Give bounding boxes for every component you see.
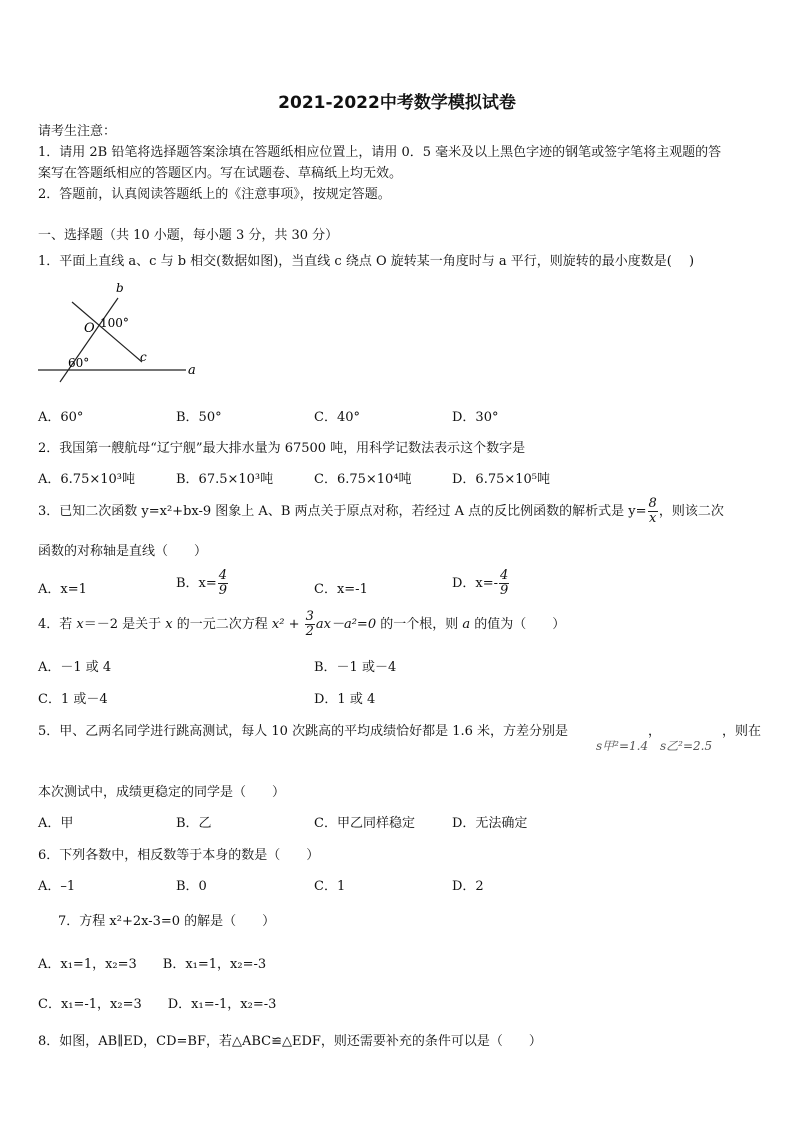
page-title: 2021-2022中考数学模拟试卷: [278, 93, 516, 113]
question-7-stem: 7．方程 x²+2x-3=0 的解是（ ）: [58, 914, 276, 929]
q3-d-num: 4: [500, 568, 509, 583]
question-2-stem: 2．我国第一艘航母“辽宁舰”最大排水量为 67500 吨，用科学记数法表示这个数字是: [38, 441, 526, 456]
q3-frac-num: 8: [648, 496, 657, 511]
q3-option-c: C．x=-1: [314, 582, 368, 597]
q3-d-prefix: D．x=-: [452, 576, 499, 591]
q2-option-b: B．67.5×10³吨: [176, 472, 274, 487]
q2-option-d: D．6.75×10⁵吨: [452, 472, 551, 487]
q3-option-a: A．x=1: [38, 582, 87, 597]
q3-frac-den: x: [649, 511, 657, 526]
q6-option-a: A．–1: [38, 879, 76, 894]
q4-option-d: D．1 或 4: [314, 692, 376, 707]
q1-option-b: B．50°: [176, 410, 222, 425]
label-angle-100: 100°: [100, 316, 129, 330]
question-5-stem: 5．甲、乙两名同学进行跳高测试，每人 10 次跳高的平均成绩恰好都是 1.6 米，方差分别是: [38, 724, 569, 739]
q3-stem-part2: ，则该二次: [658, 504, 724, 519]
notice-line-2: 案写在答题纸相应的答题区内。写在试题卷、草稿纸上均无效。: [38, 166, 403, 181]
q5-variance-jia: s甲²=1.4: [596, 739, 649, 753]
label-o: O: [84, 321, 95, 336]
q6-option-c: C．1: [314, 879, 346, 894]
q5-comma: ，: [648, 724, 662, 739]
q3-fraction: [648, 497, 658, 526]
q4-option-c: C．1 或－4: [38, 692, 108, 707]
q6-option-d: D．2: [452, 879, 484, 894]
notice-line-1: 1．请用 2B 铅笔将选择题答案涂填在答题纸相应位置上，请用 0．5 毫米及以上黑色字迹的钢笔或签字笔将主观题的答: [38, 145, 722, 160]
q1-option-d: D．30°: [452, 410, 499, 425]
question-1-stem: 1．平面上直线 a、c 与 b 相交(数据如图)，当直线 c 绕点 O 旋转某一角度时与 a 平行，则旋转的最小度数是( ): [38, 254, 695, 269]
label-b: b: [116, 281, 124, 295]
q3-d-fraction: [499, 569, 509, 598]
q4-option-a: A．－1 或 4: [38, 660, 112, 675]
q3-option-d: [452, 566, 510, 602]
q4-frac-den: 2: [305, 624, 314, 639]
q3-stem-part1: 3．已知二次函数 y=x²+bx-9 图象上 A、B 两点关于原点对称，若经过 A 点的反比例函数的解析式是 y=: [38, 504, 647, 519]
notice-heading: 请考生注意：: [38, 124, 117, 139]
q3-b-prefix: B．x=: [176, 576, 217, 591]
q1-option-a: A．60°: [38, 410, 84, 425]
label-c: c: [140, 350, 147, 364]
q3-b-den: 9: [218, 583, 228, 598]
q3-option-b: [176, 566, 229, 602]
q3-d-den: 9: [500, 583, 509, 598]
q7-options-ab: A．x₁=1，x₂=3 B．x₁=1，x₂=-3: [38, 957, 267, 972]
q2-option-c: C．6.75×10⁴吨: [314, 472, 412, 487]
q5-tail: ，则在: [722, 724, 762, 739]
q4-part2: ＝－2 是关于: [83, 617, 166, 632]
label-angle-60: 60°: [68, 356, 90, 370]
label-a: a: [188, 363, 196, 378]
q3-stem-line2: 函数的对称轴是直线（ ）: [38, 544, 208, 559]
section-heading: 一、选择题（共 10 小题，每小题 3 分，共 30 分）: [38, 228, 339, 243]
q5-stem-line2: 本次测试中，成绩更稳定的同学是（ ）: [38, 785, 286, 800]
q3-b-fraction: [218, 569, 228, 598]
notice-line-3: 2．答题前，认真阅读答题纸上的《注意事项》，按规定答题。: [38, 187, 391, 202]
q4-fraction: [305, 610, 315, 639]
q5-option-c: C．甲乙同样稳定: [314, 816, 415, 831]
line-c: [72, 302, 142, 362]
q7-options-cd: C．x₁=-1，x₂=3 D．x₁=-1，x₂=-3: [38, 997, 277, 1012]
q6-option-b: B．0: [176, 879, 207, 894]
q4-part1: 4．若: [38, 617, 77, 632]
q5-option-d: D．无法确定: [452, 816, 528, 831]
question-1-figure: [30, 278, 210, 383]
question-3-stem: [38, 496, 724, 528]
question-4-stem: [38, 608, 565, 642]
q4-part5: 的值为（ ）: [470, 617, 566, 632]
q4-var-x: x: [76, 617, 84, 632]
q5-option-a: A．甲: [38, 816, 74, 831]
q4-frac-num: 3: [305, 609, 314, 624]
q4-eq2: ax－a²=0: [315, 617, 377, 632]
question-6-stem: 6．下列各数中，相反数等于本身的数是（ ）: [38, 848, 320, 863]
q4-part4: 的一个根，则: [376, 617, 463, 632]
q4-var-x2: x: [165, 617, 173, 632]
question-8-stem: 8．如图，AB∥ED，CD=BF，若△ABC≌△EDF，则还需要补充的条件可以是（ ）: [38, 1034, 542, 1049]
q5-variance-yi: s乙²=2.5: [660, 739, 713, 753]
q4-eq1: x² +: [271, 617, 304, 632]
q5-option-b: B．乙: [176, 816, 212, 831]
q4-option-b: B．－1 或－4: [314, 660, 397, 675]
q1-option-c: C．40°: [314, 410, 360, 425]
q4-var-a: a: [462, 617, 471, 632]
q4-part3: 的一元二次方程: [172, 617, 272, 632]
q2-option-a: A．6.75×10³吨: [38, 472, 135, 487]
q3-b-num: 4: [218, 568, 228, 583]
